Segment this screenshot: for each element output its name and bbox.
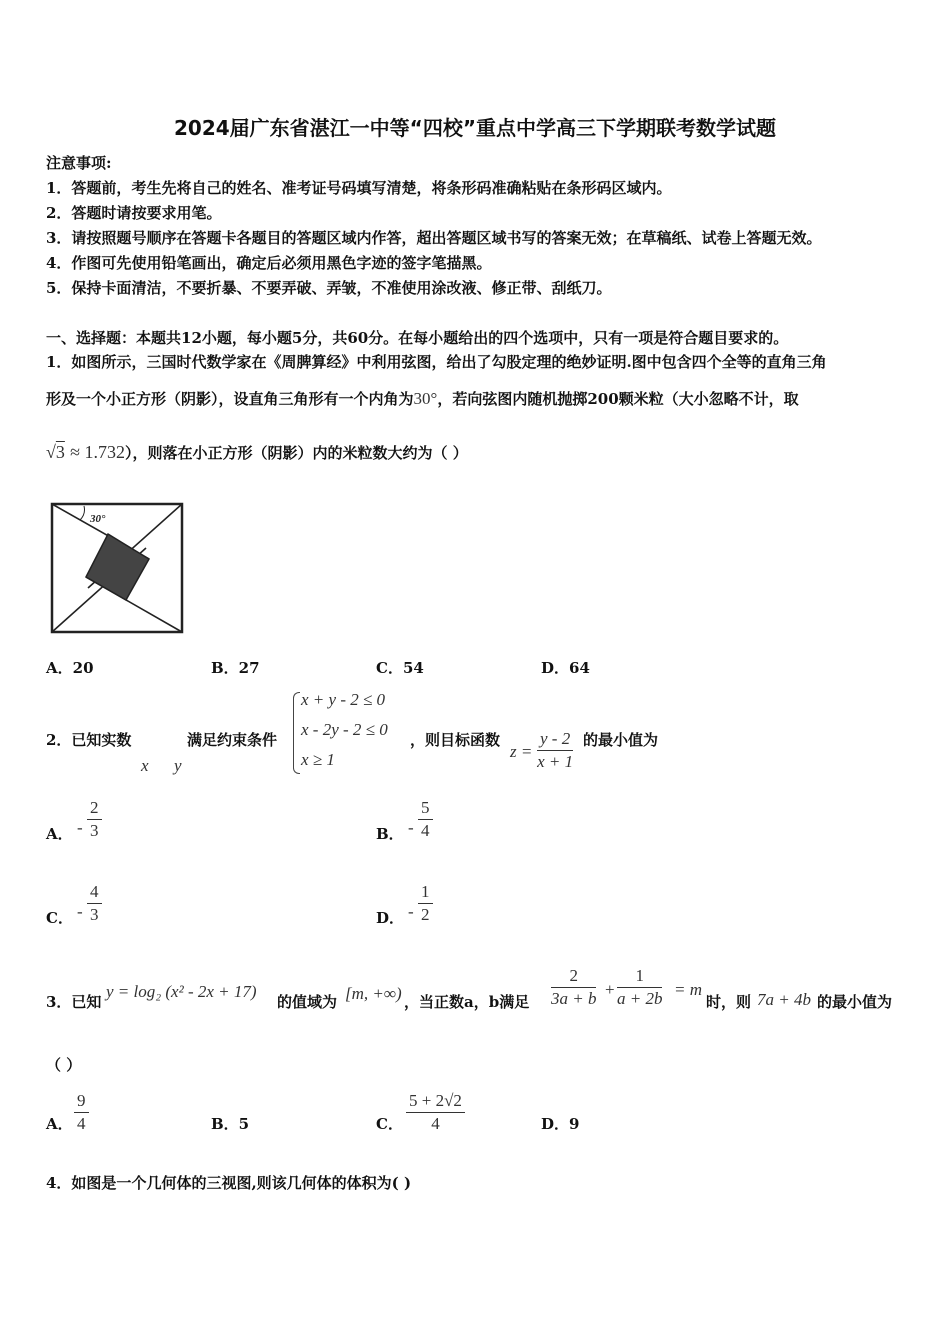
q3-range: [m, +∞)	[345, 984, 402, 1003]
q1-line-2a: 形及一个小正方形（阴影），设直角三角形有一个内角为	[46, 390, 414, 408]
q2-target-text: ，则目标函数	[410, 731, 501, 749]
q3-f2-num: 1	[617, 965, 662, 988]
q3-mid: ，当正数a，b满足	[404, 993, 530, 1011]
q3-eq: = m	[674, 980, 702, 999]
q3-then: 时，则	[706, 993, 752, 1011]
q2-option-a-den: 3	[90, 821, 99, 840]
q1-line-3b: ），则落在小正方形（阴影）内的米粒数大约为（ ）	[125, 444, 468, 462]
sqrt-symbol: √3	[46, 442, 65, 462]
q2-tail: 的最小值为	[583, 731, 659, 749]
q2-var-x: x	[141, 756, 149, 775]
string-diagram-figure	[50, 502, 186, 636]
notice-item-2: 2．答题时请按要求用笔。	[46, 204, 222, 222]
q3-option-a-num: 9	[74, 1090, 89, 1113]
sqrt-radicand: 3	[55, 442, 65, 462]
q2-option-d-fraction	[418, 881, 433, 926]
q1-line-1: 1．如图所示，三国时代数学家在《周脾算经》中利用弦图，给出了勾股定理的绝妙证明.图中包含四个全等的直角三角	[46, 353, 827, 371]
angle-arc	[80, 506, 85, 520]
q4-text: 4．如图是一个几何体的三视图,则该几何体的体积为( )	[46, 1174, 412, 1192]
q2-option-c-label[interactable]: C．	[46, 909, 73, 927]
q1-option-a[interactable]: A．20	[46, 659, 94, 677]
q2-option-c-den: 3	[90, 905, 99, 924]
q3-option-a-den: 4	[77, 1114, 86, 1133]
q2-option-c-fraction	[87, 881, 102, 926]
q2-option-b-fraction	[418, 797, 433, 842]
constraint-2: x - 2y - 2 ≤ 0	[301, 720, 388, 739]
notice-heading: 注意事项:	[46, 154, 112, 172]
q2-option-a-sign: -	[77, 818, 83, 837]
q1-option-b[interactable]: B．27	[211, 659, 260, 677]
q2-option-b-num: 5	[418, 797, 433, 820]
q3-f1-den: 3a + b	[551, 989, 597, 1008]
q3-function: y = log₂ (x² - 2x + 17)	[106, 982, 257, 1001]
angle-label: 30°	[90, 513, 106, 525]
q2-option-c-num: 4	[87, 881, 102, 904]
page-title: 2024届广东省湛江一中等“四校”重点中学高三下学期联考数学试题	[174, 116, 776, 140]
shaded-small-square	[86, 534, 149, 600]
q2-option-d-den: 2	[421, 905, 430, 924]
section-heading: 一、选择题：本题共12小题，每小题5分，共60分。在每小题给出的四个选项中，只有一项是符合题目要求的。	[46, 329, 789, 347]
q2-z-denominator: x + 1	[537, 752, 574, 771]
q2-lead: 2．已知实数	[46, 731, 132, 749]
q1-approx: ≈ 1.732	[70, 442, 126, 462]
q2-option-b-den: 4	[421, 821, 430, 840]
q1-line-2b: ，若向弦图内随机抛掷200颗米粒（大小忽略不计，取	[437, 390, 799, 408]
q3-fraction-1	[551, 965, 596, 1010]
q2-option-b-label[interactable]: B．	[376, 825, 404, 843]
q1-angle: 30°	[413, 389, 438, 408]
q3-plus: +	[605, 980, 615, 999]
q1-line-2	[46, 388, 799, 409]
q2-cond-text: 满足约束条件	[187, 731, 278, 749]
q3-tail: 的最小值为	[817, 993, 893, 1011]
q1-option-c[interactable]: C．54	[376, 659, 424, 677]
q2-option-a-num: 2	[87, 797, 102, 820]
notice-item-3: 3．请按照题号顺序在答题卡各题目的答题区域内作答，超出答题区域书写的答案无效；在草稿纸、试卷上答题无效。	[46, 229, 822, 247]
q2-z-numerator: y - 2	[537, 728, 573, 751]
q3-lead: 3．已知	[46, 993, 102, 1011]
q3-answer-paren: （ ）	[46, 1056, 82, 1074]
q3-option-c-fraction	[406, 1090, 465, 1135]
constraint-brace	[293, 692, 300, 774]
q3-f2-den: a + 2b	[617, 989, 663, 1008]
q2-option-b-sign: -	[408, 818, 414, 837]
q2-option-a-label[interactable]: A．	[46, 825, 73, 843]
q3-option-c-num: 5 + 2√2	[406, 1090, 465, 1113]
q2-option-d-label[interactable]: D．	[376, 909, 405, 927]
q2-z: z =	[510, 742, 533, 761]
q3-option-a-label[interactable]: A．	[46, 1115, 73, 1133]
q3-option-b[interactable]: B．5	[211, 1115, 250, 1133]
notice-item-1: 1．答题前，考生先将自己的姓名、准考证号码填写清楚，将条形码准确粘贴在条形码区域内。	[46, 179, 672, 197]
q3-option-c-label[interactable]: C．	[376, 1115, 403, 1133]
notice-item-5: 5．保持卡面清洁，不要折暴、不要弄破、弄皱，不准使用涂改液、修正带、刮纸刀。	[46, 279, 612, 297]
q3-expr: 7a + 4b	[757, 990, 811, 1009]
q2-objective-fraction	[537, 728, 573, 773]
q2-option-d-sign: -	[408, 902, 414, 921]
notice-item-4: 4．作图可先使用铅笔画出，确定后必须用黑色字迹的签字笔描黑。	[46, 254, 492, 272]
q2-var-y: y	[174, 756, 182, 775]
q3-f1-num: 2	[551, 965, 596, 988]
q3-fraction-2	[617, 965, 662, 1010]
constraint-3: x ≥ 1	[301, 750, 335, 769]
q2-option-a-fraction	[87, 797, 102, 842]
q2-option-c-sign: -	[77, 902, 83, 921]
q3-range-text: 的值域为	[277, 993, 338, 1011]
q1-option-d[interactable]: D．64	[541, 659, 590, 677]
q2-option-d-num: 1	[418, 881, 433, 904]
q3-option-d[interactable]: D．9	[541, 1115, 580, 1133]
q3-option-c-den: 4	[431, 1114, 440, 1133]
q1-line-3	[46, 442, 468, 463]
q3-option-a-fraction	[74, 1090, 89, 1135]
constraint-1: x + y - 2 ≤ 0	[301, 690, 386, 709]
